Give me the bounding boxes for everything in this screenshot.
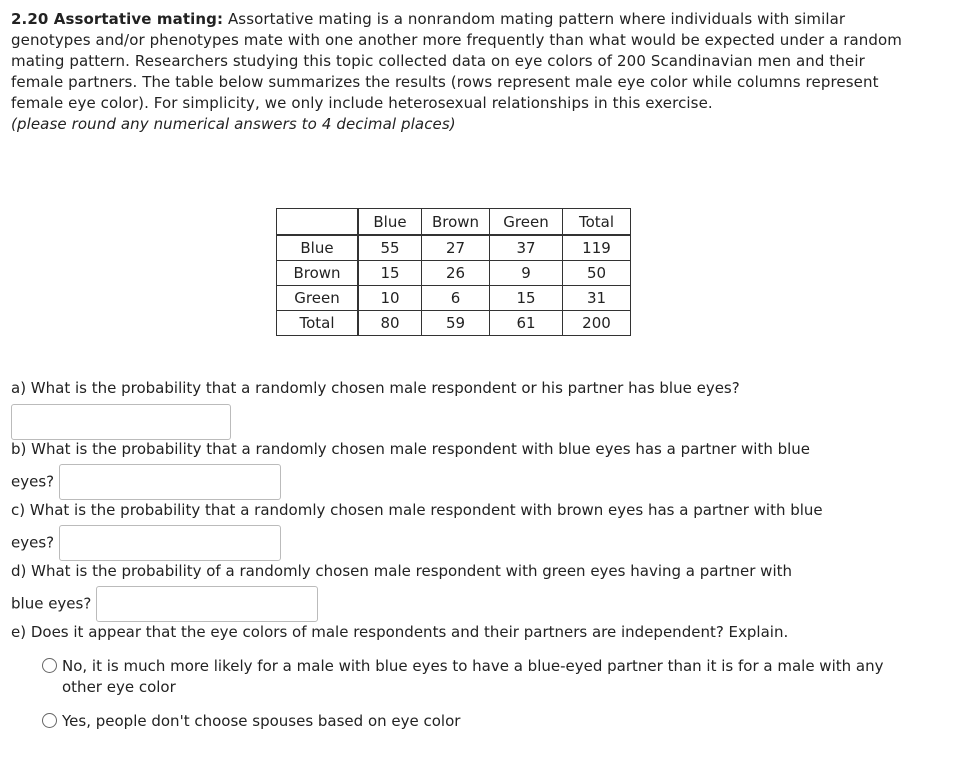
question-a-text: a) What is the probability that a randomly chosen male respondent or his partner has blue eyes? (11, 379, 740, 397)
column-header: Brown (422, 209, 490, 236)
question-c-text-line2: eyes? (11, 533, 55, 552)
table-cell: 37 (490, 235, 563, 261)
question-c (11, 496, 911, 561)
table-cell: 9 (490, 261, 563, 286)
table-row (277, 286, 631, 311)
question-b (11, 435, 911, 500)
column-header: Blue (358, 209, 422, 236)
table-row (277, 311, 631, 336)
table-cell: 26 (422, 261, 490, 286)
table-cell: 61 (490, 311, 563, 336)
table-cell: 50 (563, 261, 631, 286)
table-cell: 15 (358, 261, 422, 286)
option-yes-label: Yes, people don't choose spouses based on eye color (62, 712, 461, 730)
answer-d-input[interactable] (96, 586, 318, 622)
problem-statement (11, 9, 911, 135)
option-yes[interactable] (42, 711, 902, 732)
eye-color-table (276, 208, 631, 336)
row-header: Brown (277, 261, 359, 286)
question-c-text-line1: c) What is the probability that a randomly chosen male respondent with brown eyes has a partner with blue (11, 501, 823, 519)
question-b-text-line1: b) What is the probability that a randomly chosen male respondent with blue eyes has a partner with blue (11, 440, 811, 458)
table-cell: 15 (490, 286, 563, 311)
question-a (11, 374, 911, 440)
answer-b-input[interactable] (59, 464, 281, 500)
table-row (277, 261, 631, 286)
row-header: Total (277, 311, 359, 336)
option-no[interactable] (42, 656, 902, 698)
question-e (11, 618, 911, 647)
table-corner-cell (277, 209, 359, 236)
table-cell: 27 (422, 235, 490, 261)
column-header: Green (490, 209, 563, 236)
table-cell: 200 (563, 311, 631, 336)
table-cell: 119 (563, 235, 631, 261)
problem-title: 2.20 Assortative mating: (11, 10, 224, 28)
question-e-text: e) Does it appear that the eye colors of male respondents and their partners are independent? Explain. (11, 623, 789, 641)
question-b-text-line2: eyes? (11, 472, 55, 491)
table-cell: 80 (358, 311, 422, 336)
column-header: Total (563, 209, 631, 236)
table-header-row (277, 209, 631, 236)
table-cell: 59 (422, 311, 490, 336)
table-cell: 31 (563, 286, 631, 311)
question-d-text-line1: d) What is the probability of a randomly chosen male respondent with green eyes having a partner with (11, 562, 792, 580)
radio-button-yes[interactable] (42, 713, 57, 728)
table-cell: 55 (358, 235, 422, 261)
rounding-hint: (please round any numerical answers to 4 decimal places) (11, 115, 456, 133)
answer-c-input[interactable] (59, 525, 281, 561)
row-header: Blue (277, 235, 359, 261)
question-d (11, 557, 911, 622)
table-cell: 6 (422, 286, 490, 311)
table-row (277, 235, 631, 261)
problem-body: Assortative mating is a nonrandom mating pattern where individuals with similar genotypes and/or phenotypes mate with one another more frequently than what would be expected under a random mating pattern. Researchers studying this topic collected data on eye colors of 200 Scandinavian men and their female partners. The table below summarizes the results (rows represent male eye color while columns represent female eye color). For simplicity, we only include heterosexual relationships in this exercise. (11, 10, 903, 112)
table-cell: 10 (358, 286, 422, 311)
row-header: Green (277, 286, 359, 311)
question-d-text-line2: blue eyes? (11, 594, 92, 613)
radio-button-no[interactable] (42, 658, 57, 673)
option-no-label: No, it is much more likely for a male with blue eyes to have a blue-eyed partner than it is for a male with any other eye color (62, 657, 884, 696)
